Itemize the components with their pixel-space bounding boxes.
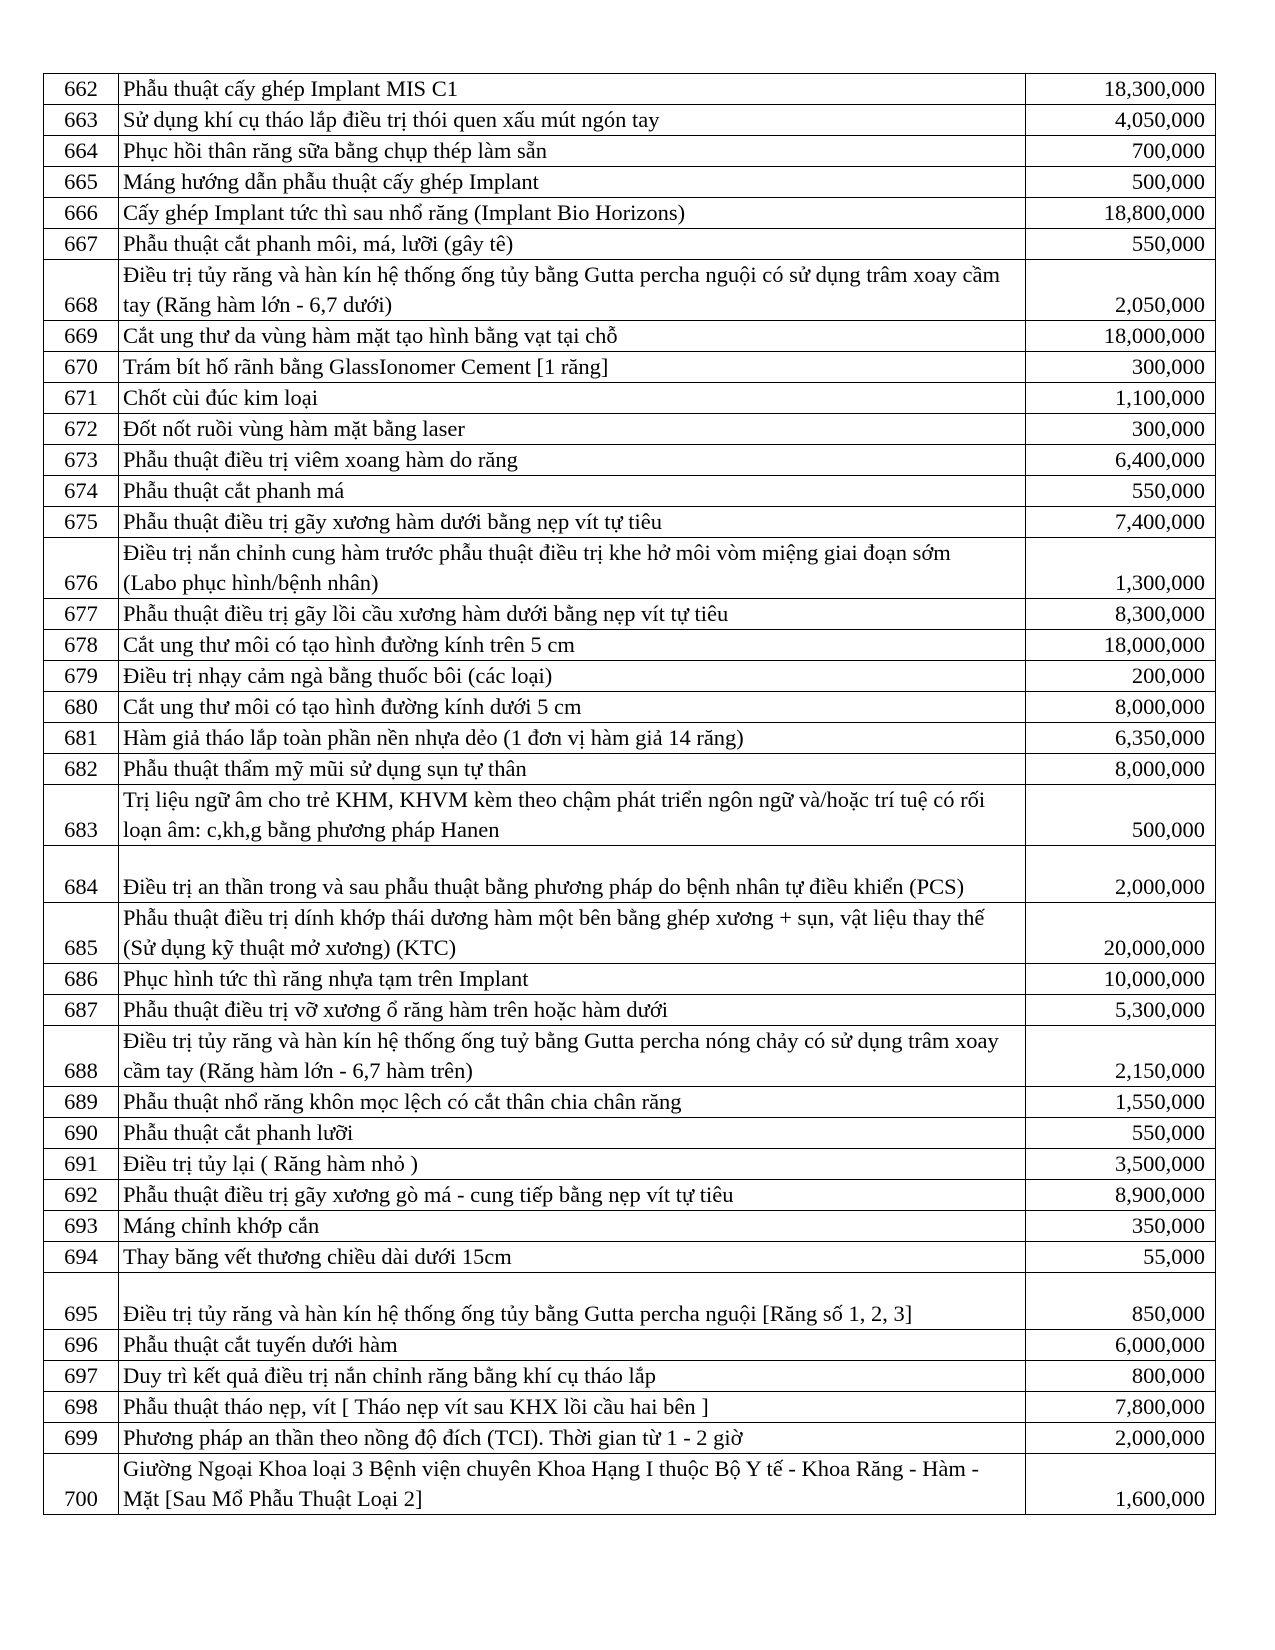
row-number: 678: [44, 630, 119, 661]
table-row: [44, 964, 1216, 995]
service-price: 4,050,000: [1026, 105, 1216, 136]
service-name: Giường Ngoại Khoa loại 3 Bệnh viện chuyên Khoa Hạng I thuộc Bộ Y tế - Khoa Răng - Hàm - Mặt [Sau Mổ Phẫu Thuật Loại 2]: [119, 1454, 1026, 1515]
service-price: 18,000,000: [1026, 321, 1216, 352]
service-name: Trị liệu ngữ âm cho trẻ KHM, KHVM kèm theo chậm phát triển ngôn ngữ và/hoặc trí tuệ có rối loạn âm: c,kh,g bằng phương pháp Hanen: [119, 785, 1026, 846]
service-price: 500,000: [1026, 785, 1216, 846]
row-number: 695: [44, 1273, 119, 1330]
service-name: Cắt ung thư môi có tạo hình đường kính trên 5 cm: [119, 630, 1026, 661]
service-name: Phẫu thuật điều trị vỡ xương ổ răng hàm trên hoặc hàm dưới: [119, 995, 1026, 1026]
service-name: Phẫu thuật điều trị viêm xoang hàm do răng: [119, 445, 1026, 476]
service-price: 1,100,000: [1026, 383, 1216, 414]
row-number: 691: [44, 1149, 119, 1180]
service-price: 8,300,000: [1026, 599, 1216, 630]
table-row: [44, 476, 1216, 507]
service-price: 7,800,000: [1026, 1392, 1216, 1423]
table-row: [44, 1392, 1216, 1423]
row-number: 677: [44, 599, 119, 630]
table-row: [44, 1118, 1216, 1149]
row-number: 668: [44, 260, 119, 321]
table-row: [44, 383, 1216, 414]
service-name: Phẫu thuật điều trị dính khớp thái dương hàm một bên bằng ghép xương + sụn, vật liệu thay thế (Sử dụng kỹ thuật mở xương) (KTC): [119, 903, 1026, 964]
table-row: [44, 352, 1216, 383]
service-name: Máng hướng dẫn phẫu thuật cấy ghép Implant: [119, 167, 1026, 198]
service-name: Máng chỉnh khớp cắn: [119, 1211, 1026, 1242]
service-name: Phẫu thuật nhổ răng khôn mọc lệch có cắt thân chia chân răng: [119, 1087, 1026, 1118]
service-price: 18,800,000: [1026, 198, 1216, 229]
service-name: Phẫu thuật điều trị gãy lồi cầu xương hàm dưới bằng nẹp vít tự tiêu: [119, 599, 1026, 630]
table-row: [44, 630, 1216, 661]
row-number: 671: [44, 383, 119, 414]
service-price: 6,400,000: [1026, 445, 1216, 476]
row-number: 699: [44, 1423, 119, 1454]
table-row: [44, 661, 1216, 692]
table-row: [44, 1211, 1216, 1242]
table-row: [44, 229, 1216, 260]
service-name: Điều trị tủy lại ( Răng hàm nhỏ ): [119, 1149, 1026, 1180]
table-row: [44, 1149, 1216, 1180]
row-number: 697: [44, 1361, 119, 1392]
row-number: 679: [44, 661, 119, 692]
table-row: [44, 538, 1216, 599]
table-row: [44, 507, 1216, 538]
table-row: [44, 1180, 1216, 1211]
service-name: Phẫu thuật thẩm mỹ mũi sử dụng sụn tự thân: [119, 754, 1026, 785]
service-name: Phẫu thuật điều trị gãy xương hàm dưới bằng nẹp vít tự tiêu: [119, 507, 1026, 538]
service-price: 300,000: [1026, 352, 1216, 383]
service-price: 18,000,000: [1026, 630, 1216, 661]
service-price: 7,400,000: [1026, 507, 1216, 538]
table-row: [44, 321, 1216, 352]
service-price: 550,000: [1026, 1118, 1216, 1149]
service-price: 1,300,000: [1026, 538, 1216, 599]
row-number: 675: [44, 507, 119, 538]
table-row: [44, 692, 1216, 723]
service-price: 2,000,000: [1026, 846, 1216, 903]
row-number: 693: [44, 1211, 119, 1242]
price-table: [43, 73, 1216, 1515]
table-row: [44, 846, 1216, 903]
table-row: [44, 1423, 1216, 1454]
table-row: [44, 74, 1216, 105]
row-number: 672: [44, 414, 119, 445]
service-name: Phẫu thuật cắt phanh môi, má, lưỡi (gây tê): [119, 229, 1026, 260]
row-number: 663: [44, 105, 119, 136]
service-price: 200,000: [1026, 661, 1216, 692]
table-row: [44, 136, 1216, 167]
service-name: Điều trị nắn chỉnh cung hàm trước phẫu thuật điều trị khe hở môi vòm miệng giai đoạn sớm (Labo phục hình/bệnh nhân): [119, 538, 1026, 599]
table-row: [44, 414, 1216, 445]
table-row: [44, 1242, 1216, 1273]
service-price: 550,000: [1026, 229, 1216, 260]
row-number: 669: [44, 321, 119, 352]
row-number: 689: [44, 1087, 119, 1118]
row-number: 694: [44, 1242, 119, 1273]
table-body: [44, 74, 1216, 1515]
service-price: 800,000: [1026, 1361, 1216, 1392]
row-number: 670: [44, 352, 119, 383]
service-price: 2,000,000: [1026, 1423, 1216, 1454]
service-name: Phẫu thuật cắt phanh má: [119, 476, 1026, 507]
service-price: 500,000: [1026, 167, 1216, 198]
service-price: 6,000,000: [1026, 1330, 1216, 1361]
table-row: [44, 1273, 1216, 1330]
row-number: 683: [44, 785, 119, 846]
service-price: 350,000: [1026, 1211, 1216, 1242]
service-name: Sử dụng khí cụ tháo lắp điều trị thói quen xấu mút ngón tay: [119, 105, 1026, 136]
service-name: Điều trị tủy răng và hàn kín hệ thống ống tủy bằng Gutta percha nguội có sử dụng trâm xoay cầm tay (Răng hàm lớn - 6,7 dưới): [119, 260, 1026, 321]
service-price: 1,550,000: [1026, 1087, 1216, 1118]
service-price: 20,000,000: [1026, 903, 1216, 964]
table-row: [44, 260, 1216, 321]
service-price: 8,000,000: [1026, 754, 1216, 785]
service-name: Thay băng vết thương chiều dài dưới 15cm: [119, 1242, 1026, 1273]
row-number: 688: [44, 1026, 119, 1087]
service-name: Đốt nốt ruồi vùng hàm mặt bằng laser: [119, 414, 1026, 445]
service-name: Điều trị tủy răng và hàn kín hệ thống ống tủy bằng Gutta percha nguội [Răng số 1, 2, 3]: [119, 1273, 1026, 1330]
row-number: 662: [44, 74, 119, 105]
service-name: Phẫu thuật cắt tuyến dưới hàm: [119, 1330, 1026, 1361]
row-number: 684: [44, 846, 119, 903]
service-price: 850,000: [1026, 1273, 1216, 1330]
service-name: Trám bít hố rãnh bằng GlassIonomer Cement [1 răng]: [119, 352, 1026, 383]
row-number: 685: [44, 903, 119, 964]
row-number: 674: [44, 476, 119, 507]
service-price: 1,600,000: [1026, 1454, 1216, 1515]
row-number: 687: [44, 995, 119, 1026]
table-row: [44, 903, 1216, 964]
service-price: 700,000: [1026, 136, 1216, 167]
table-row: [44, 198, 1216, 229]
row-number: 665: [44, 167, 119, 198]
service-name: Cấy ghép Implant tức thì sau nhổ răng (Implant Bio Horizons): [119, 198, 1026, 229]
service-price: 8,000,000: [1026, 692, 1216, 723]
service-price: 3,500,000: [1026, 1149, 1216, 1180]
service-name: Phương pháp an thần theo nồng độ đích (TCI). Thời gian từ 1 - 2 giờ: [119, 1423, 1026, 1454]
row-number: 673: [44, 445, 119, 476]
service-price: 300,000: [1026, 414, 1216, 445]
service-name: Phẫu thuật điều trị gãy xương gò má - cung tiếp bằng nẹp vít tự tiêu: [119, 1180, 1026, 1211]
service-price: 18,300,000: [1026, 74, 1216, 105]
table-row: [44, 995, 1216, 1026]
service-name: Cắt ung thư da vùng hàm mặt tạo hình bằng vạt tại chỗ: [119, 321, 1026, 352]
row-number: 690: [44, 1118, 119, 1149]
table-row: [44, 1026, 1216, 1087]
row-number: 692: [44, 1180, 119, 1211]
service-price: 6,350,000: [1026, 723, 1216, 754]
service-price: 10,000,000: [1026, 964, 1216, 995]
table-row: [44, 1330, 1216, 1361]
service-name: Chốt cùi đúc kim loại: [119, 383, 1026, 414]
service-name: Phẫu thuật cấy ghép Implant MIS C1: [119, 74, 1026, 105]
row-number: 700: [44, 1454, 119, 1515]
table-row: [44, 105, 1216, 136]
service-name: Duy trì kết quả điều trị nắn chỉnh răng bằng khí cụ tháo lắp: [119, 1361, 1026, 1392]
table-row: [44, 785, 1216, 846]
service-name: Phẫu thuật cắt phanh lưỡi: [119, 1118, 1026, 1149]
row-number: 686: [44, 964, 119, 995]
row-number: 667: [44, 229, 119, 260]
service-price: 2,050,000: [1026, 260, 1216, 321]
row-number: 681: [44, 723, 119, 754]
row-number: 682: [44, 754, 119, 785]
service-price: 550,000: [1026, 476, 1216, 507]
table-row: [44, 1454, 1216, 1515]
service-name: Cắt ung thư môi có tạo hình đường kính dưới 5 cm: [119, 692, 1026, 723]
table-row: [44, 1361, 1216, 1392]
service-name: Điều trị tủy răng và hàn kín hệ thống ống tuỷ bằng Gutta percha nóng chảy có sử dụng trâm xoay cầm tay (Răng hàm lớn - 6,7 hàm trên): [119, 1026, 1026, 1087]
table-row: [44, 167, 1216, 198]
service-name: Phục hồi thân răng sữa bằng chụp thép làm sẵn: [119, 136, 1026, 167]
service-name: Hàm giả tháo lắp toàn phần nền nhựa dẻo (1 đơn vị hàm giả 14 răng): [119, 723, 1026, 754]
service-name: Phục hình tức thì răng nhựa tạm trên Implant: [119, 964, 1026, 995]
table-row: [44, 1087, 1216, 1118]
service-price: 8,900,000: [1026, 1180, 1216, 1211]
service-price: 55,000: [1026, 1242, 1216, 1273]
service-name: Điều trị an thần trong và sau phẫu thuật bằng phương pháp do bệnh nhân tự điều khiển (PCS): [119, 846, 1026, 903]
table-row: [44, 445, 1216, 476]
service-name: Điều trị nhạy cảm ngà bằng thuốc bôi (các loại): [119, 661, 1026, 692]
row-number: 666: [44, 198, 119, 229]
table-row: [44, 754, 1216, 785]
row-number: 680: [44, 692, 119, 723]
service-name: Phẫu thuật tháo nẹp, vít [ Tháo nẹp vít sau KHX lồi cầu hai bên ]: [119, 1392, 1026, 1423]
row-number: 696: [44, 1330, 119, 1361]
row-number: 664: [44, 136, 119, 167]
table-row: [44, 723, 1216, 754]
service-price: 2,150,000: [1026, 1026, 1216, 1087]
table-row: [44, 599, 1216, 630]
row-number: 698: [44, 1392, 119, 1423]
service-price: 5,300,000: [1026, 995, 1216, 1026]
row-number: 676: [44, 538, 119, 599]
